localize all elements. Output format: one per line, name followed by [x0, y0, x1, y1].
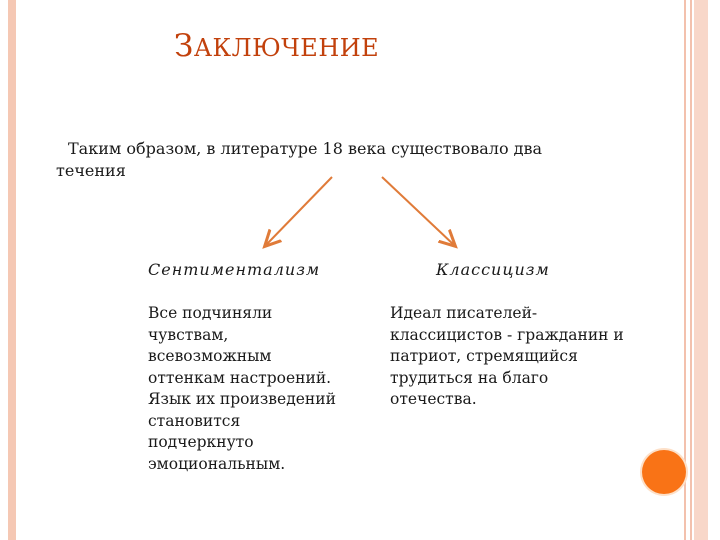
title-initial: З	[174, 28, 194, 64]
arrow-left	[266, 177, 332, 245]
text-line: всевозможным	[148, 347, 272, 365]
text-line: отечества.	[390, 390, 477, 408]
classicism-description	[390, 303, 650, 411]
text-line: патриот, стремящийся	[390, 347, 578, 365]
title-rest: АКЛЮЧЕНИЕ	[193, 34, 380, 62]
text-line: подчеркнуто	[148, 433, 254, 451]
text-line: оттенкам настроений.	[148, 368, 332, 387]
text-line: Идеал писателей-	[390, 304, 538, 322]
text-line: Все подчиняли	[148, 304, 273, 322]
text-line: трудиться на благо	[390, 368, 549, 387]
decorative-circle	[642, 450, 686, 494]
text-line: становится	[148, 411, 241, 430]
text-line: классицистов - гражданин и	[390, 325, 624, 344]
text-line: Язык их произведений	[148, 390, 336, 408]
arrow-right	[382, 177, 454, 245]
heading-classicism: Классицизм	[436, 260, 550, 279]
heading-sentimentalism: Сентиментализм	[148, 260, 321, 279]
text-line: эмоциональным.	[148, 454, 286, 473]
sentimentalism-description	[148, 303, 358, 475]
text-line: чувствам,	[148, 325, 229, 344]
intro-text: Таким образом, в литературе 18 века существовало два течения	[56, 139, 543, 180]
